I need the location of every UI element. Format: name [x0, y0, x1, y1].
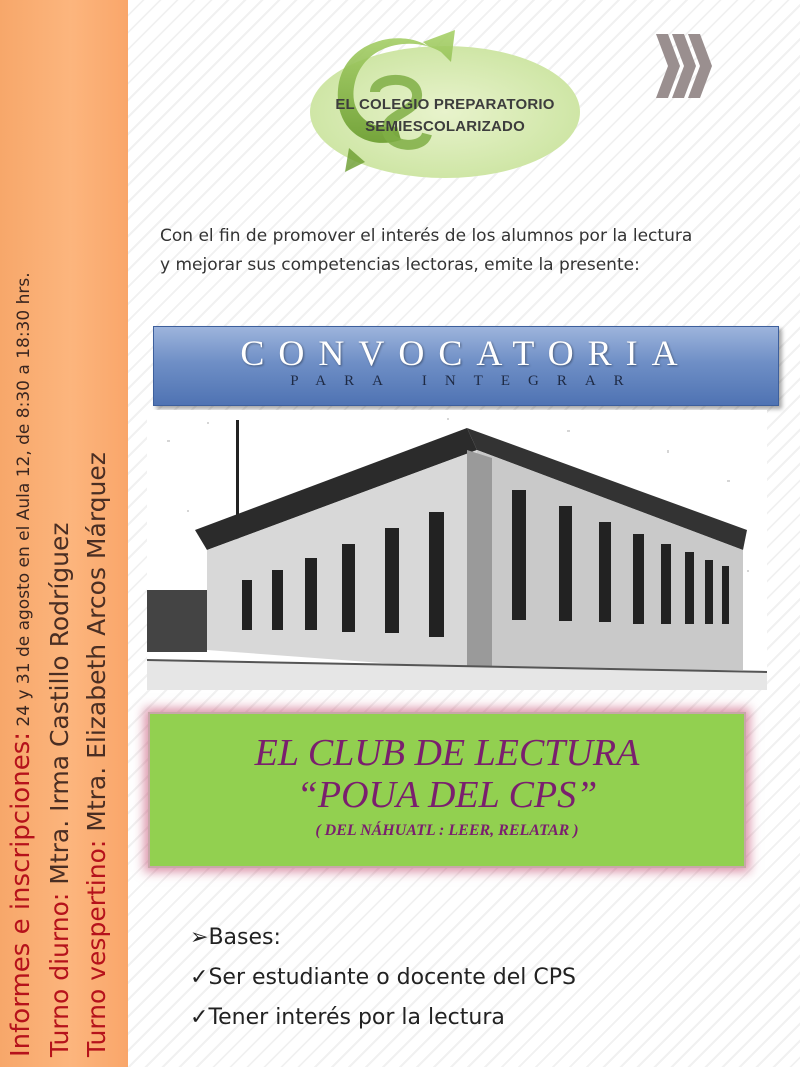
club-title-line2: “POUA DEL CPS”	[296, 774, 598, 816]
informes-label: Informes e inscripciones:	[6, 732, 36, 1057]
diurno-line	[41, 0, 78, 1057]
convocatoria-title: CONVOCATORIA	[240, 333, 692, 373]
school-name-line1: EL COLEGIO PREPARATORIO	[335, 96, 555, 113]
arrow-bullet-icon: ➢	[190, 925, 209, 950]
club-subtitle: ( DEL NÁHUATL : LEER, RELATAR )	[315, 822, 579, 839]
club-box	[148, 712, 746, 868]
bases-item-text: Tener interés por la lectura	[208, 1005, 505, 1030]
school-name	[310, 94, 580, 138]
check-icon: ✓	[190, 1005, 209, 1030]
bases-heading-text: Bases:	[208, 925, 281, 950]
sidebar	[0, 0, 128, 1067]
bases-item	[190, 998, 576, 1038]
informes-line	[4, 0, 41, 1057]
intro-line1: Con el fin de promover el interés de los alumnos por la lectura	[160, 226, 693, 246]
school-name-line2: SEMIESCOLARIZADO	[365, 118, 525, 135]
club-title	[150, 732, 744, 816]
triple-chevron-icon	[654, 30, 714, 102]
sidebar-rotated-text	[0, 0, 128, 1067]
check-icon: ✓	[190, 965, 209, 990]
vespertino-line	[78, 0, 115, 1057]
building-photo	[147, 410, 767, 690]
informes-value: 24 y 31 de agosto en el Aula 12, de 8:30 a 18:30 hrs.	[14, 272, 34, 732]
bases-item-text: Ser estudiante o docente del CPS	[208, 965, 577, 990]
convocatoria-banner	[153, 326, 779, 406]
diurno-label: Turno diurno:	[45, 892, 74, 1057]
vespertino-value: Mtra. Elizabeth Arcos Márquez	[82, 452, 111, 840]
intro-text	[160, 222, 790, 280]
bases-section	[190, 918, 576, 1038]
vespertino-label: Turno vespertino:	[82, 839, 111, 1057]
bases-heading	[190, 918, 576, 958]
club-title-line1: EL CLUB DE LECTURA	[254, 732, 640, 774]
intro-line2: y mejorar sus competencias lectoras, emite la presente:	[160, 255, 640, 275]
diurno-value: Mtra. Irma Castillo Rodríguez	[45, 522, 74, 893]
convocatoria-subtitle: PARA INTEGRAR	[290, 373, 642, 389]
bases-item	[190, 958, 576, 998]
